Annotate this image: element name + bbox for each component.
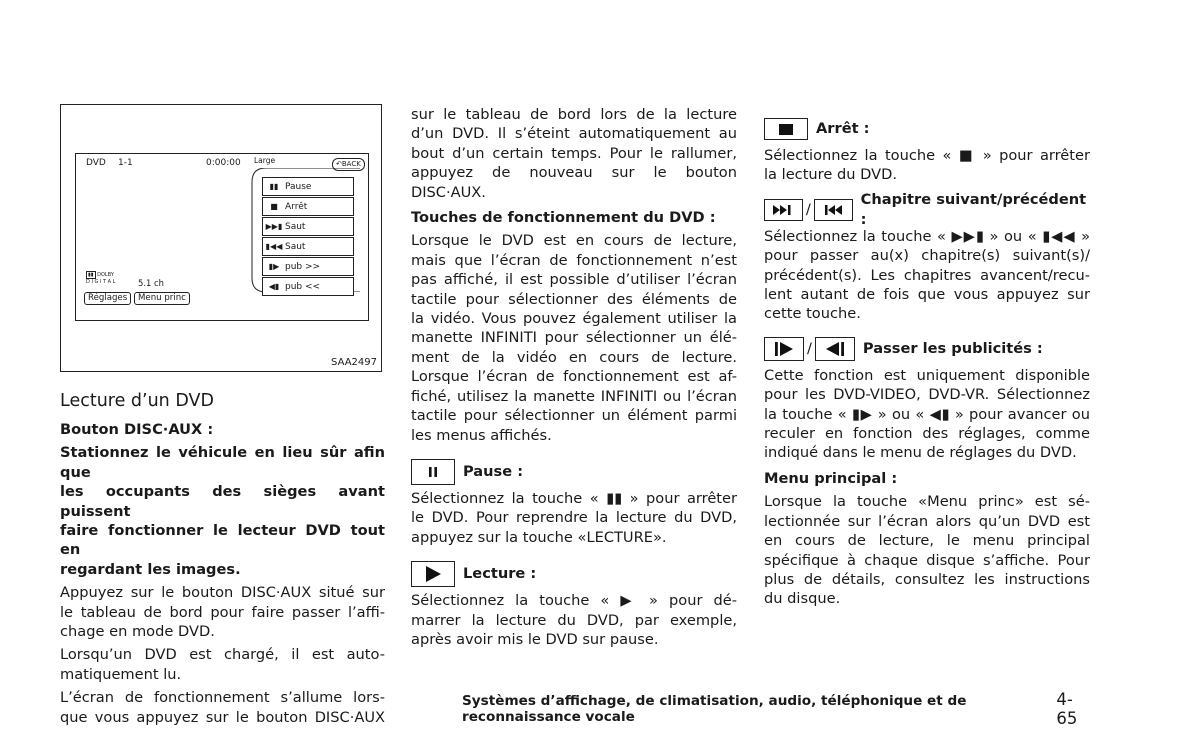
paragraph-screen-on: L’écran de fonctionnement s’allume lors- que vous appuyez sur le bouton DISC·AUX <box>60 689 385 726</box>
paragraph-auto-play: Lorsqu’un DVD est chargé, il est auto- matiquement lu. <box>60 646 385 683</box>
channels-label: 5.1 ch <box>138 278 164 288</box>
commercial-skip-forward-icon: ▮▶ <box>268 262 280 271</box>
playback-menu-panel <box>248 168 360 292</box>
column-1 <box>60 390 385 727</box>
stop-heading: Arrêt : <box>816 120 870 138</box>
stop-paragraph: Sélectionnez la touche « ■ » pour arrêter la lecture du DVD. <box>764 147 1090 184</box>
menu-item-next-chapter[interactable]: ▶▶▮ Saut <box>262 217 354 236</box>
time-label: 0:00:00 <box>206 158 241 168</box>
menu-item-commercial-back[interactable]: ◀▮ pub << <box>262 277 354 296</box>
source-label: DVD <box>86 158 106 168</box>
figure-id: SAA2497 <box>331 357 377 368</box>
section-heading: Lecture d’un DVD <box>60 391 214 411</box>
play-heading-row <box>411 561 737 587</box>
commercial-forward-key-icon <box>764 337 804 361</box>
page-number: 4-65 <box>1056 690 1078 728</box>
menu-item-stop[interactable]: ■ Arrêt <box>262 197 354 216</box>
back-button[interactable]: ↶BACK <box>332 158 365 171</box>
settings-button[interactable]: Réglages <box>84 292 131 305</box>
play-paragraph: Sélectionnez la touche « ▶ » pour dé- marrer la lecture du DVD, par exemple, après avoir mis le DVD sur pause. <box>411 592 737 648</box>
dvd-operation-screen <box>75 153 369 321</box>
chapter-heading-row: / Chapitre suivant/précédent : <box>764 197 1090 223</box>
touches-heading: Touches de fonctionnement du DVD : <box>411 209 716 227</box>
next-chapter-key-icon <box>764 199 803 221</box>
dolby-mark-icon: ▮▮ <box>88 272 94 278</box>
next-chapter-icon: ▶▶▮ <box>265 222 283 231</box>
skip-paragraph: Cette fonction est uniquement disponible pour les DVD-VIDEO, DVD-VR. Sélectionnez la touche « ▮▶ » ou « ◀▮ » pour avancer ou reculer en fonction des réglages, comme indiqué dans le menu de réglages du DVD. <box>764 366 1090 462</box>
commercial-back-key-icon <box>815 337 855 361</box>
menu-item-pause[interactable]: ▮▮ Pause <box>262 177 354 196</box>
chapter-heading: Chapitre suivant/précédent : <box>860 191 1087 228</box>
main-menu-heading: Menu principal : <box>764 469 898 487</box>
commercial-skip-back-icon: ◀▮ <box>268 282 280 291</box>
paragraph-disc-aux: Appuyez sur le bouton DISC·AUX situé sur le tableau de bord pour faire passer l’affi- chage en mode DVD. <box>60 584 385 641</box>
skip-heading: Passer les publicités : <box>862 340 1043 358</box>
pause-key-icon <box>411 459 455 485</box>
menu-item-commercial-forward[interactable]: ▮▶ pub >> <box>262 257 354 276</box>
main-menu-paragraph: Lorsque la touche «Menu princ» est sé- lectionnée sur l’écran alors qu’un DVD est en cours de lecture, le menu principal spécifique à chaque disque s’affiche. Pour plus de détails, consultez les instructions du disque. <box>764 493 1090 608</box>
stop-key-icon <box>764 118 808 140</box>
pause-heading-row <box>411 459 737 485</box>
column-2 <box>411 105 737 649</box>
safety-warning: Stationnez le véhicule en lieu sûr afin que les occupants des sièges avant puissent faire fonctionner le lecteur DVD tout en regardant les images. <box>60 444 385 578</box>
page-footer <box>462 690 1089 728</box>
chapter-paragraph: Sélectionnez la touche « ▶▶▮ » ou « ▮◀◀ » pour passer au(x) chapitre(s) suivant(s)/ précédent(s). Les chapitres avancent/recu- lent autant de fois que vous appuyez sur cette touche. <box>764 227 1090 323</box>
dolby-logo: ▮▮ DOLBY D I G I T A L <box>86 272 116 285</box>
pause-icon: ▮▮ <box>269 182 279 191</box>
touches-paragraph: Lorsque le DVD est en cours de lecture, mais que l’écran de fonctionnement n’est pas affiché, il est possible d’utiliser l’écran tactile pour sélectionner des éléments de la vidéo. Vous pouvez également utiliser la manette INFINITI pour sélectionner un élé- ment de la vidéo en cours de lecture. Lorsque l’écran de fonctionnement est af- fiché, utilisez la manette INFINITI ou l’écran tactile pour sélectionner un élément parmi les menus affichés. <box>411 232 737 444</box>
menu-item-previous-chapter[interactable]: ▮◀◀ Saut <box>262 237 354 256</box>
paragraph-continued: sur le tableau de bord lors de la lecture d’un DVD. Il s’éteint automatiquement au bout d’un certain temps. Pour le rallumer, appuyez de nouveau sur le bouton DISC·AUX. <box>411 106 737 201</box>
disc-aux-subheading: Bouton DISC·AUX : <box>60 421 214 438</box>
track-label: 1-1 <box>118 158 133 168</box>
main-menu-button[interactable]: Menu princ <box>134 292 190 305</box>
play-heading: Lecture : <box>463 565 537 583</box>
back-arrow-icon: ↶ <box>336 160 342 168</box>
column-3 <box>764 116 1090 609</box>
dvd-screen-figure <box>60 104 382 372</box>
skip-heading-row: / Passer les publicités : <box>764 336 1090 362</box>
pause-heading: Pause : <box>463 463 524 481</box>
stop-heading-row <box>764 116 1090 142</box>
previous-chapter-key-icon <box>814 199 853 221</box>
footer-section-title: Systèmes d’affichage, de climatisation, audio, téléphonique et de reconnaissance vocale <box>462 693 967 725</box>
play-key-icon <box>411 561 455 587</box>
aspect-label: Large <box>254 156 276 165</box>
pause-paragraph: Sélectionnez la touche « ▮▮ » pour arrêter le DVD. Pour reprendre la lecture du DVD, appuyez sur la touche «LECTURE». <box>411 489 737 546</box>
previous-chapter-icon: ▮◀◀ <box>265 242 283 251</box>
stop-icon: ■ <box>270 202 278 211</box>
